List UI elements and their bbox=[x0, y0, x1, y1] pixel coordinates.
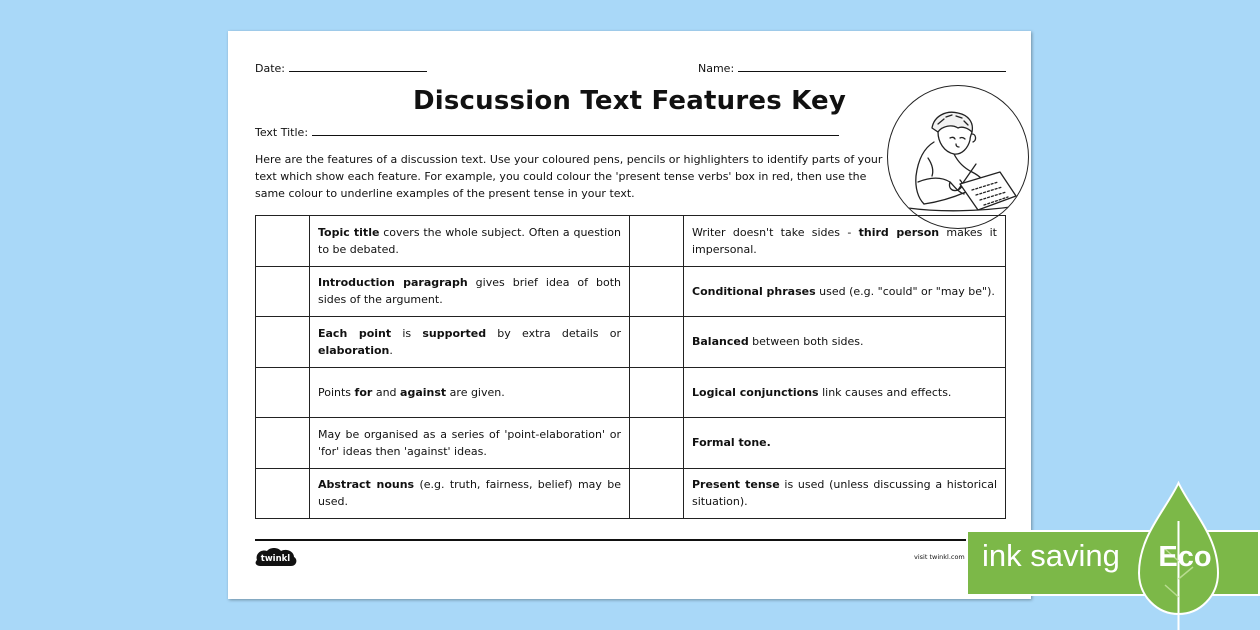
ink-saving-label: ink saving bbox=[982, 538, 1120, 573]
colour-box[interactable] bbox=[630, 418, 684, 469]
twinkl-logo bbox=[253, 546, 299, 568]
colour-box[interactable] bbox=[630, 216, 684, 267]
feature-cell: Writer doesn't take sides - third person makes it impersonal. bbox=[684, 216, 1006, 267]
colour-box[interactable] bbox=[630, 317, 684, 368]
eco-label: Eco bbox=[1158, 541, 1212, 573]
feature-cell: Present tense is used (unless discussing a historical situation). bbox=[684, 468, 1006, 519]
worksheet-page bbox=[228, 31, 1031, 599]
instructions-paragraph: Here are the features of a discussion text. Use your coloured pens, pencils or highlighters to identify parts of your text which show each feature. For example, you could colour the 'present tense verbs' box in red, then use the same colour to underline examples of the present tense in your text. bbox=[255, 153, 883, 200]
name-field bbox=[698, 62, 1006, 75]
table-row bbox=[256, 266, 1006, 317]
feature-cell: Conditional phrases used (e.g. "could" or "may be"). bbox=[684, 266, 1006, 317]
feature-cell: Topic title covers the whole subject. Often a question to be debated. bbox=[310, 216, 630, 267]
feature-cell: Each point is supported by extra details or elaboration. bbox=[310, 317, 630, 368]
eco-ink-saving-badge bbox=[966, 481, 1260, 630]
child-writing-icon bbox=[888, 86, 1029, 229]
colour-box[interactable] bbox=[256, 418, 310, 469]
feature-cell: Balanced between both sides. bbox=[684, 317, 1006, 368]
text-title-line bbox=[312, 134, 839, 136]
colour-box[interactable] bbox=[256, 367, 310, 418]
colour-box[interactable] bbox=[630, 367, 684, 418]
child-writing-illustration bbox=[887, 85, 1029, 229]
name-line bbox=[738, 70, 1006, 72]
colour-box[interactable] bbox=[630, 468, 684, 519]
feature-cell: Formal tone. bbox=[684, 418, 1006, 469]
text-title-label: Text Title: bbox=[255, 126, 309, 139]
features-table bbox=[255, 215, 1006, 519]
table-row bbox=[256, 216, 1006, 267]
date-line bbox=[289, 70, 427, 72]
colour-box[interactable] bbox=[256, 216, 310, 267]
worksheet-title: Discussion Text Features Key bbox=[412, 86, 847, 116]
table-row bbox=[256, 367, 1006, 418]
colour-box[interactable] bbox=[630, 266, 684, 317]
feature-cell: Introduction paragraph gives brief idea of both sides of the argument. bbox=[310, 266, 630, 317]
footer-divider bbox=[255, 539, 1005, 541]
colour-box[interactable] bbox=[256, 468, 310, 519]
colour-box[interactable] bbox=[256, 266, 310, 317]
feature-cell: Logical conjunctions link causes and effects. bbox=[684, 367, 1006, 418]
date-field bbox=[255, 62, 427, 75]
table-row bbox=[256, 317, 1006, 368]
date-label: Date: bbox=[255, 62, 285, 75]
table-row bbox=[256, 468, 1006, 519]
feature-cell: May be organised as a series of 'point-elaboration' or 'for' ideas then 'against' ideas. bbox=[310, 418, 630, 469]
name-label: Name: bbox=[698, 62, 735, 75]
feature-cell: Abstract nouns (e.g. truth, fairness, belief) may be used. bbox=[310, 468, 630, 519]
logo-text: twinkl bbox=[260, 554, 291, 564]
visit-link[interactable]: visit twinkl.com bbox=[914, 553, 965, 561]
text-title-field bbox=[255, 126, 839, 139]
table-row bbox=[256, 418, 1006, 469]
feature-cell: Points for and against are given. bbox=[310, 367, 630, 418]
colour-box[interactable] bbox=[256, 317, 310, 368]
